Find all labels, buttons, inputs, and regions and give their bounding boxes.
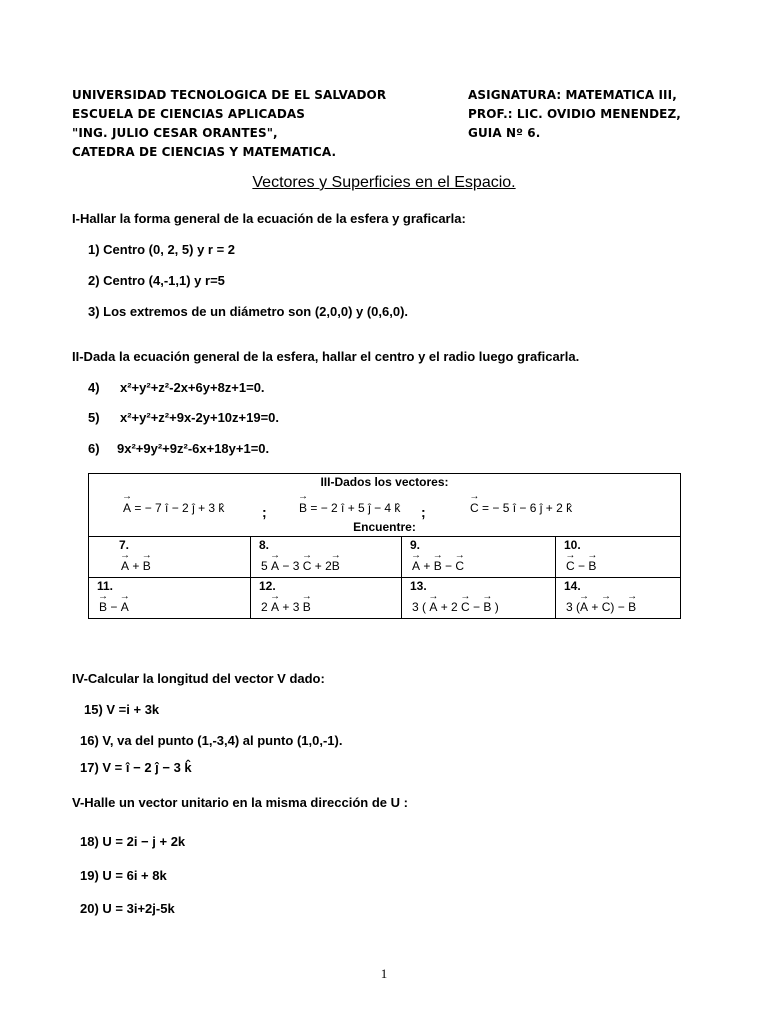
sphere-equation: 9x²+9y²+9z²-6x+18y+1=0.: [117, 441, 270, 456]
problem-cell: 11. → B − → A: [89, 578, 251, 619]
vector-expression: 2 → A + 3 → B: [259, 601, 393, 613]
vector-expression: 3 (→ A + → C) − → B: [564, 601, 672, 613]
vector-a-definition: → A = − 7 î − 2 ĵ + 3 k̂: [123, 501, 224, 515]
header-line: PROF.: LIC. OVIDIO MENENDEZ,: [468, 107, 681, 121]
vector-expression: → B − → A: [97, 601, 242, 613]
page-title: Vectores y Superficies en el Espacio.: [252, 174, 516, 191]
separator: ;: [262, 504, 267, 520]
section-heading: IV-Calcular la longitud del vector V dado:: [72, 671, 325, 686]
exercise-item: 16) V, va del punto (1,-3,4) al punto (1,0,-1).: [80, 733, 343, 748]
problem-cell: 9. → A + → B − → C: [402, 537, 556, 578]
header-line: ASIGNATURA: MATEMATICA III,: [468, 88, 677, 102]
vector-expression: → A + → B: [119, 560, 242, 572]
section-heading: I-Hallar la forma general de la ecuación de la esfera y graficarla:: [72, 211, 466, 226]
section-heading: II-Dada la ecuación general de la esfera, hallar el centro y el radio luego graficarla.: [72, 349, 580, 364]
page-number: 1: [380, 966, 388, 981]
vector-expression: → A + → B − → C: [410, 560, 547, 572]
problem-cell: 12. 2 → A + 3 → B: [251, 578, 402, 619]
problem-cell: 13. 3 ( → A + 2 → C − → B ): [402, 578, 556, 619]
exercise-number: 6): [88, 441, 100, 456]
exercise-item: 1) Centro (0, 2, 5) y r = 2: [88, 242, 236, 257]
separator: ;: [421, 504, 426, 520]
exercise-number: 4): [88, 380, 100, 395]
exercise-number: 5): [88, 410, 100, 425]
exercise-item: 18) U = 2i − j + 2k: [80, 834, 186, 849]
vector-expression: 3 ( → A + 2 → C − → B ): [410, 601, 547, 613]
problem-cell: 14. 3 (→ A + → C) − → B: [556, 578, 681, 619]
vector-expression: → C − → B: [564, 560, 672, 572]
vector-c-definition: → C = − 5 î − 6 ĵ + 2 k̂: [470, 501, 572, 515]
find-label: Encuentre:: [353, 520, 416, 534]
header-line: "ING. JULIO CESAR ORANTES",: [72, 126, 278, 140]
vector-definitions: [89, 474, 681, 537]
sphere-equation: x²+y²+z²-2x+6y+8z+1=0.: [120, 380, 265, 395]
vector-exercise-table: [88, 473, 681, 619]
problem-cell: 7. → A + → B: [89, 537, 251, 578]
header-line: GUIA Nº 6.: [468, 126, 541, 140]
exercise-item: 17) V = î − 2 ĵ − 3 k̂: [80, 760, 192, 775]
section-heading: III-Dados los vectores:: [320, 475, 449, 489]
exercise-item: 3) Los extremos de un diámetro son (2,0,0) y (0,6,0).: [88, 304, 409, 319]
problem-cell: 10. → C − → B: [556, 537, 681, 578]
header-line: ESCUELA DE CIENCIAS APLICADAS: [72, 107, 306, 121]
course-block: [468, 86, 681, 143]
institution-block: [72, 86, 386, 162]
exercise-item: 15) V =i + 3k: [84, 702, 160, 717]
vector-expression: 5 → A − 3 → C + 2→ B: [259, 560, 393, 572]
header-line: UNIVERSIDAD TECNOLOGICA DE EL SALVADOR: [72, 88, 387, 102]
vector-b-definition: → B = − 2 î + 5 ĵ − 4 k̂: [299, 501, 400, 515]
header-line: CATEDRA DE CIENCIAS Y MATEMATICA.: [72, 145, 337, 159]
problem-cell: 8. 5 → A − 3 → C + 2→ B: [251, 537, 402, 578]
exercise-item: 20) U = 3i+2j-5k: [80, 901, 175, 916]
exercise-item: 19) U = 6i + 8k: [80, 868, 167, 883]
sphere-equation: x²+y²+z²+9x-2y+10z+19=0.: [120, 410, 280, 425]
section-heading: V-Halle un vector unitario en la misma dirección de U :: [72, 795, 408, 810]
exercise-item: 2) Centro (4,-1,1) y r=5: [88, 273, 225, 288]
